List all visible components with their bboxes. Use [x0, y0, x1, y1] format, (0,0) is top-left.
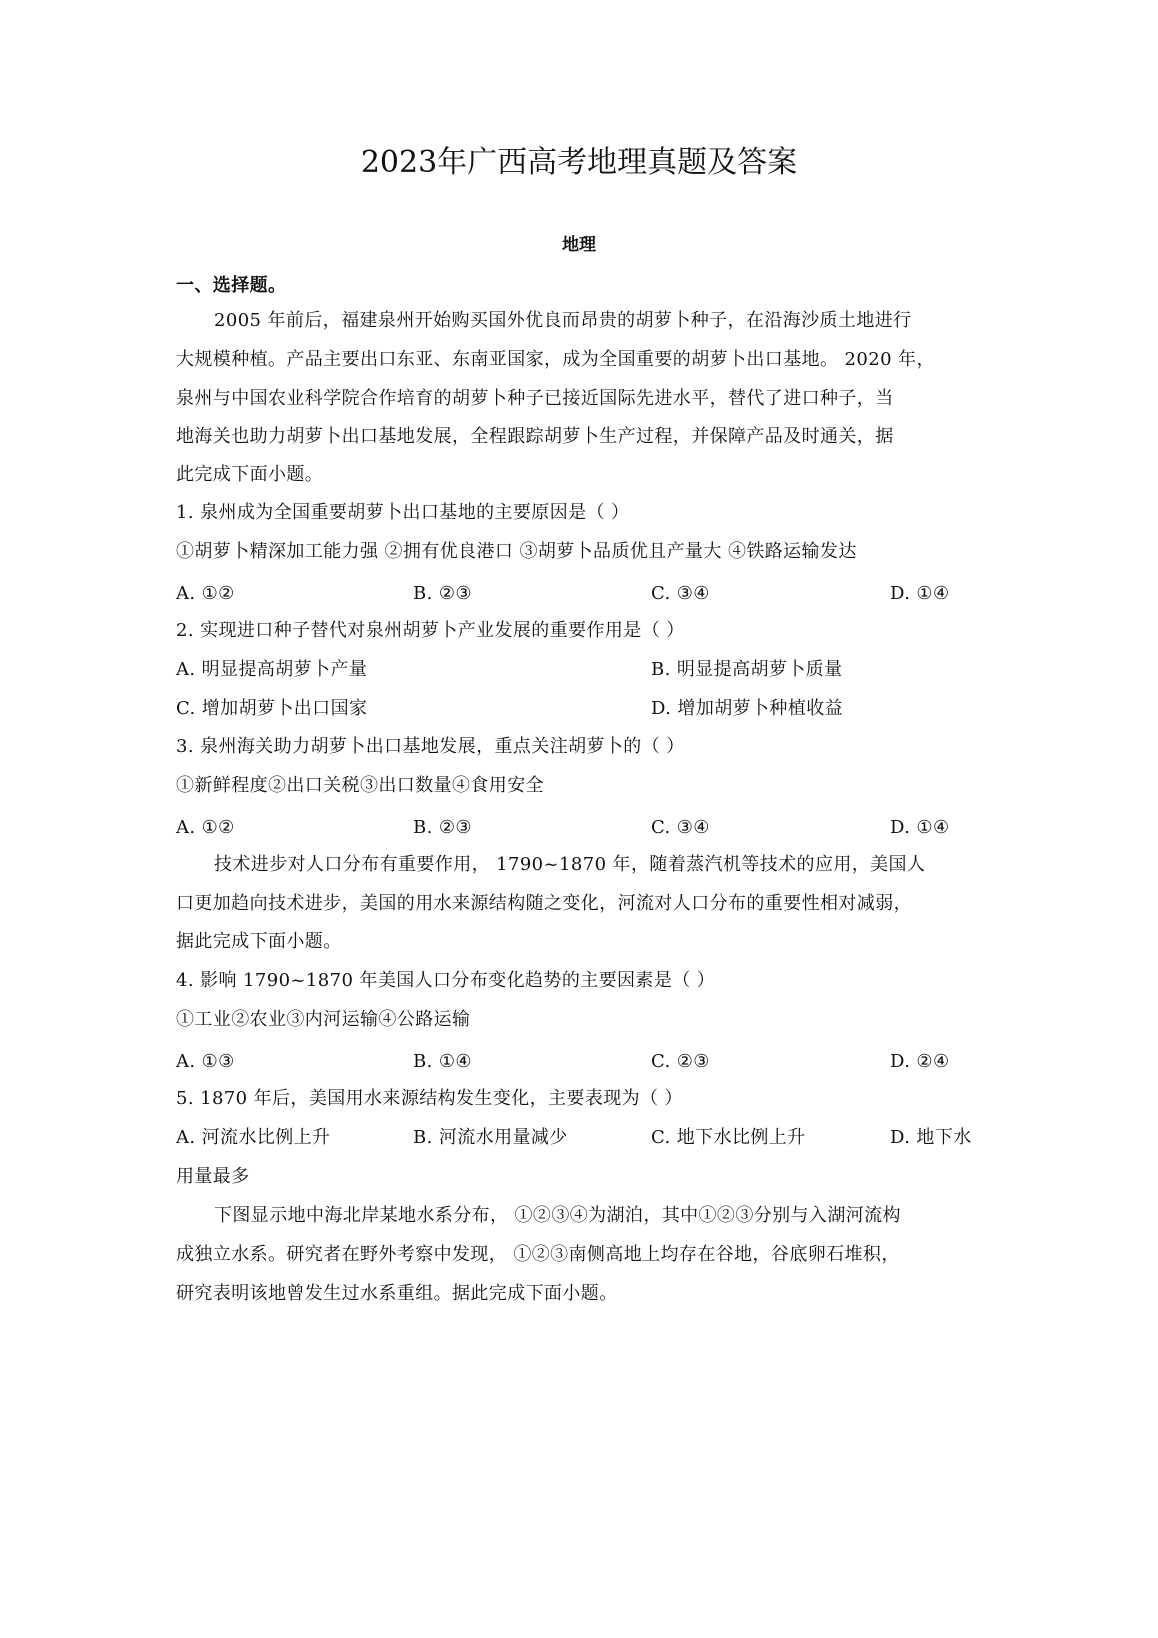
- question-stem: 1. 泉州成为全国重要胡萝卜出口基地的主要原因是（ ）: [176, 502, 630, 523]
- passage-line: 口更加趋向技术进步，美国的用水来源结构随之变化，河流对人口分布的重要性相对减弱，: [176, 893, 912, 914]
- passage-line: 技术进步对人口分布有重要作用， 1790~1870 年，随着蒸汽机等技术的应用，美国人: [214, 854, 926, 875]
- option-d: D. 地下水: [890, 1127, 972, 1148]
- passage-line: 2005 年前后，福建泉州开始购买国外优良而昂贵的胡萝卜种子，在沿海沙质土地进行: [214, 310, 912, 331]
- question-stem: 2. 实现进口种子替代对泉州胡萝卜产业发展的重要作用是（ ）: [176, 620, 685, 641]
- option-c: C. ③④: [651, 817, 710, 838]
- option-a: A. 明显提高胡萝卜产量: [176, 659, 368, 680]
- option-c: C. 地下水比例上升: [651, 1127, 806, 1148]
- option-a: A. ①②: [176, 583, 235, 604]
- question-items: ①工业②农业③内河运输④公路运输: [176, 1009, 471, 1030]
- passage-line: 此完成下面小题。: [176, 464, 324, 485]
- option-d-continued: 用量最多: [176, 1166, 250, 1187]
- option-b: B. 明显提高胡萝卜质量: [651, 659, 843, 680]
- page-subtitle: 地理: [562, 235, 596, 255]
- passage-line: 下图显示地中海北岸某地水系分布， ①②③④为湖泊，其中①②③分别与入湖河流构: [214, 1205, 901, 1226]
- question-items: ①胡萝卜精深加工能力强 ②拥有优良港口 ③胡萝卜品质优且产量大 ④铁路运输发达: [176, 541, 857, 562]
- passage-line: 研究表明该地曾发生过水系重组。据此完成下面小题。: [176, 1283, 618, 1304]
- option-b: B. ②③: [413, 817, 472, 838]
- option-c: C. ③④: [651, 583, 710, 604]
- option-d: D. ①④: [890, 583, 950, 604]
- passage-line: 大规模种植。产品主要出口东亚、东南亚国家，成为全国重要的胡萝卜出口基地。 2020 年，: [176, 349, 935, 370]
- option-d: D. ②④: [890, 1051, 950, 1072]
- option-d: D. ①④: [890, 817, 950, 838]
- option-a: A. ①②: [176, 817, 235, 838]
- option-b: B. ①④: [413, 1051, 472, 1072]
- option-c: C. ②③: [651, 1051, 710, 1072]
- option-a: A. 河流水比例上升: [176, 1127, 331, 1148]
- question-stem: 4. 影响 1790~1870 年美国人口分布变化趋势的主要因素是（ ）: [176, 970, 716, 991]
- option-b: B. 河流水用量减少: [413, 1127, 568, 1148]
- option-d: D. 增加胡萝卜种植收益: [651, 698, 844, 719]
- passage-line: 据此完成下面小题。: [176, 931, 342, 952]
- section-heading: 一、选择题。: [176, 275, 287, 296]
- passage-line: 地海关也助力胡萝卜出口基地发展，全程跟踪胡萝卜生产过程，并保障产品及时通关，据: [176, 426, 894, 447]
- question-stem: 5. 1870 年后，美国用水来源结构发生变化，主要表现为（ ）: [176, 1088, 683, 1109]
- question-stem: 3. 泉州海关助力胡萝卜出口基地发展，重点关注胡萝卜的（ ）: [176, 736, 685, 757]
- passage-line: 泉州与中国农业科学院合作培育的胡萝卜种子已接近国际先进水平，替代了进口种子，当: [176, 388, 894, 409]
- option-b: B. ②③: [413, 583, 472, 604]
- option-a: A. ①③: [176, 1051, 235, 1072]
- passage-line: 成独立水系。研究者在野外考察中发现， ①②③南侧高地上均存在谷地，谷底卵石堆积，: [176, 1244, 900, 1265]
- option-c: C. 增加胡萝卜出口国家: [176, 698, 368, 719]
- question-items: ①新鲜程度②出口关税③出口数量④食用安全: [176, 775, 544, 796]
- page-title: 2023年广西高考地理真题及答案: [360, 145, 798, 180]
